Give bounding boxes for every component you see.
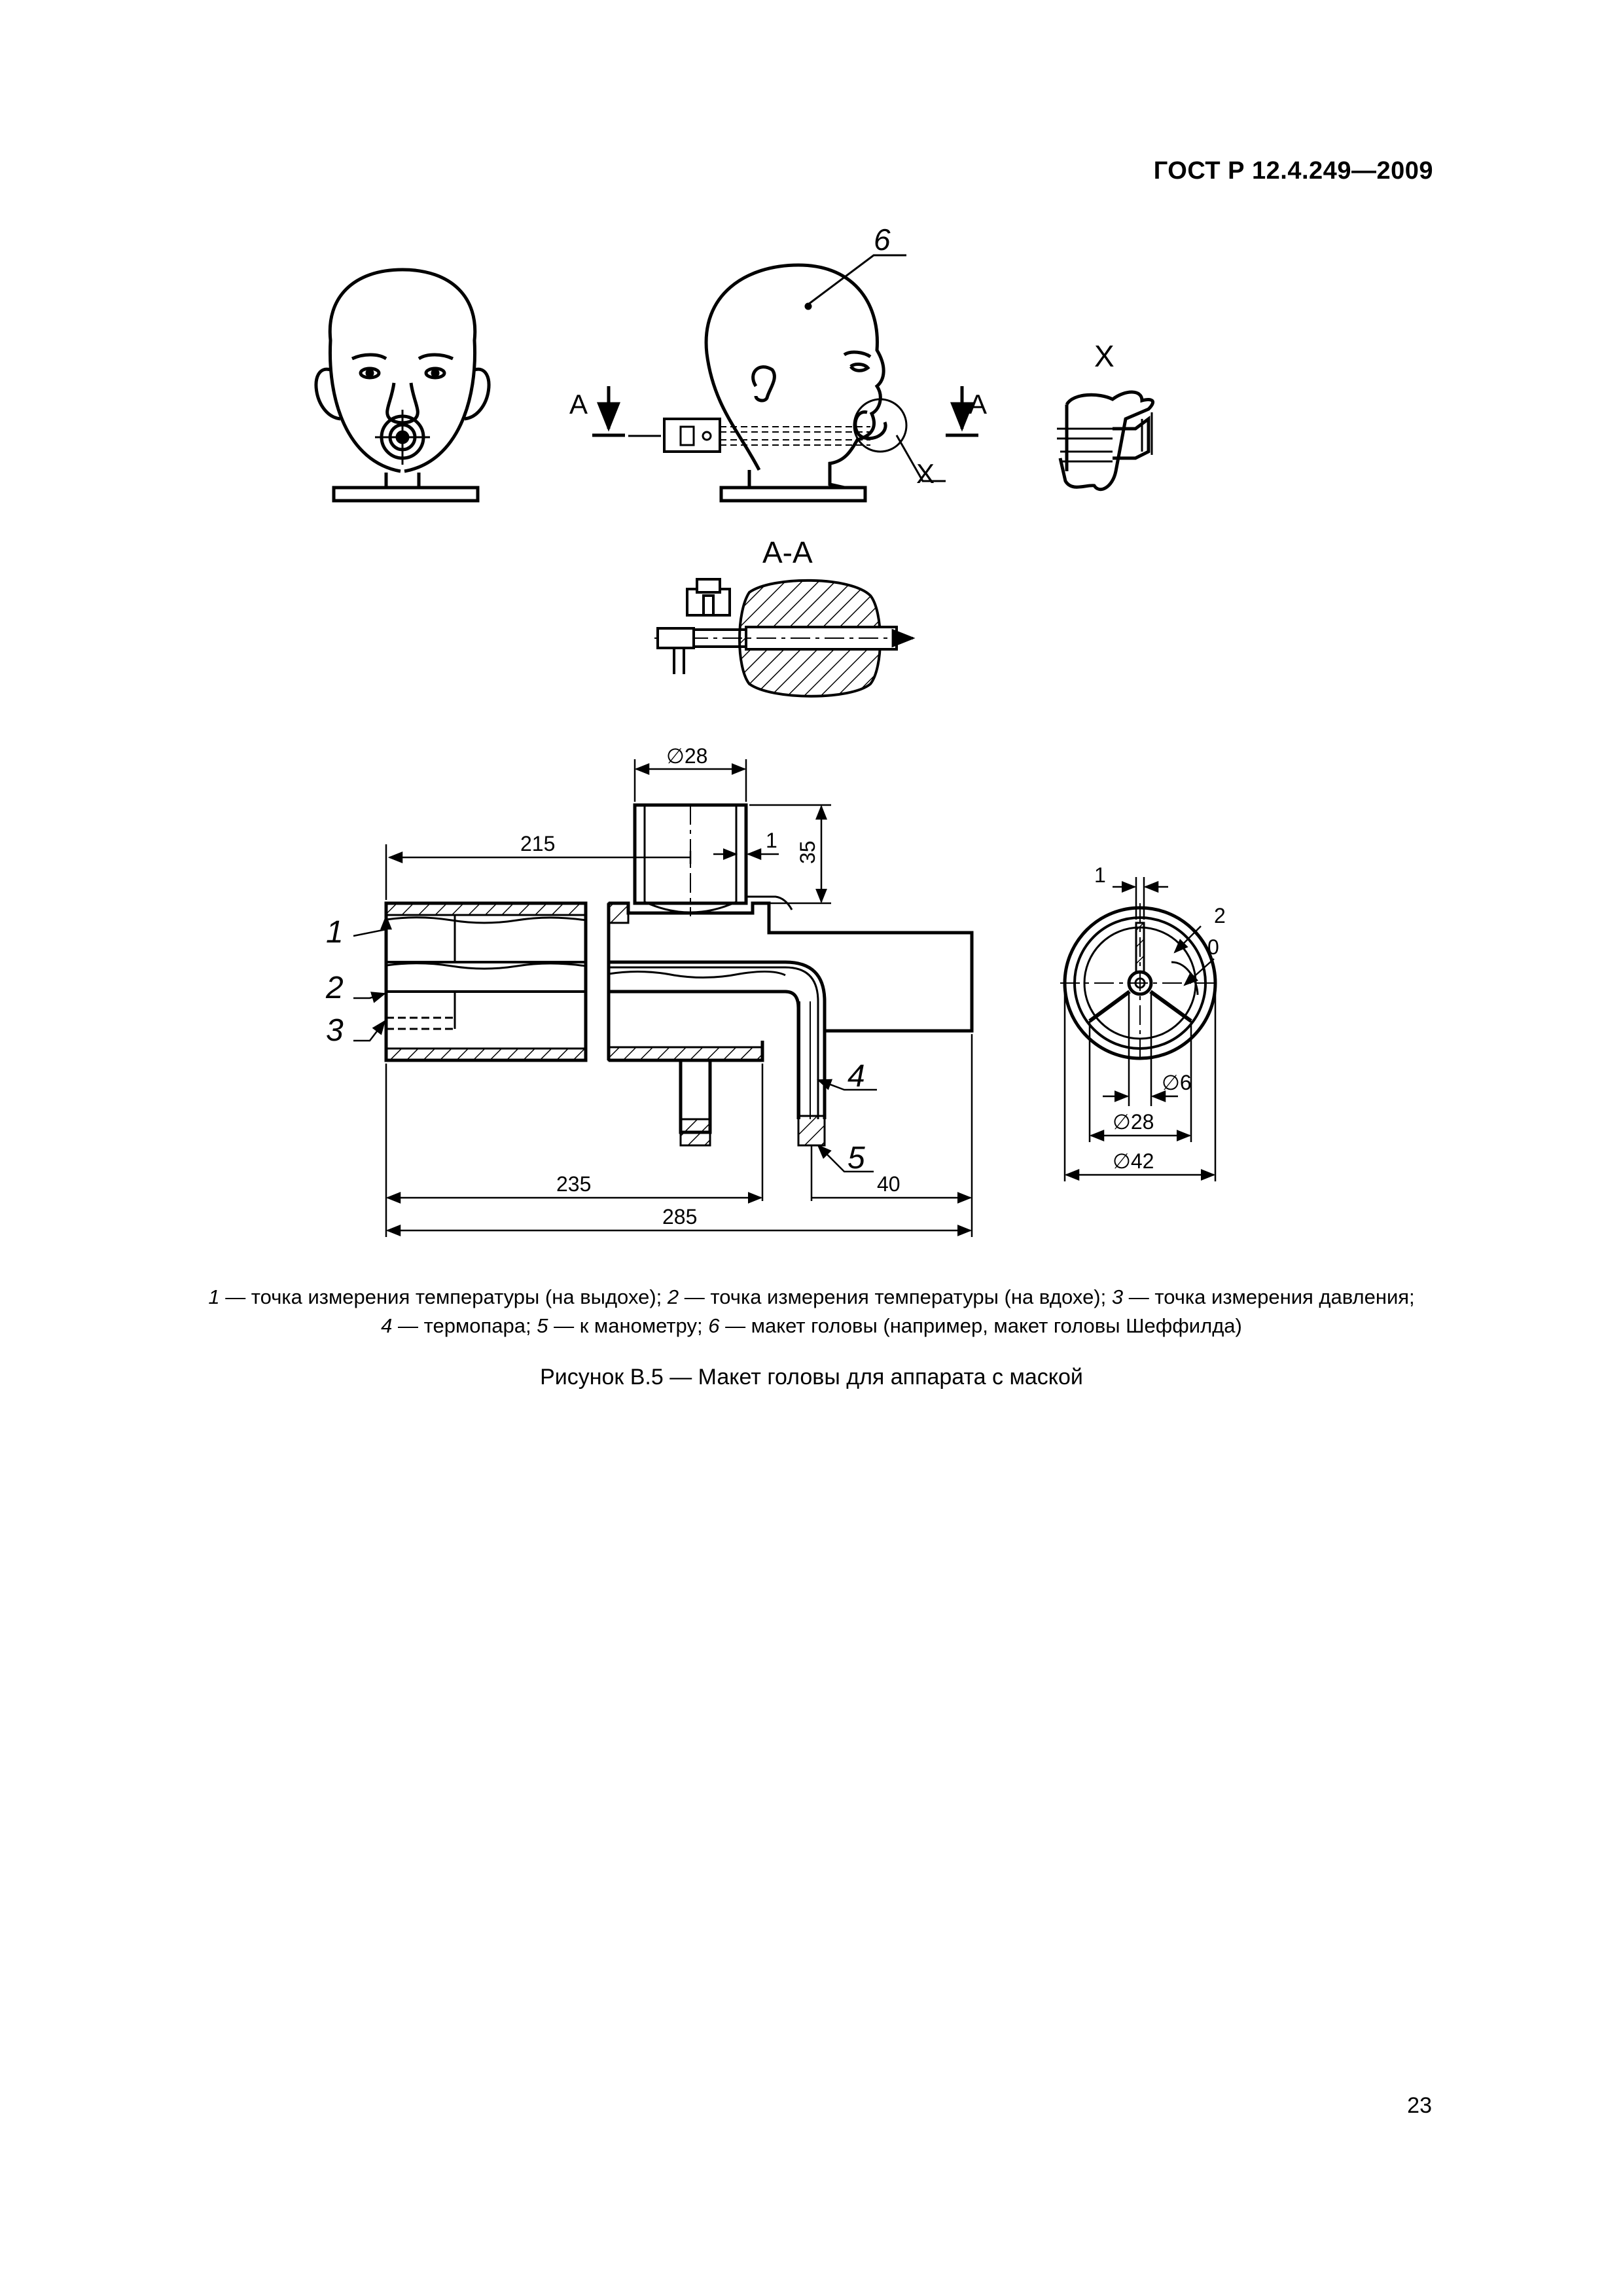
section-aa-view (654, 579, 916, 696)
dim-285: 285 (662, 1205, 698, 1229)
figure-legend (111, 1283, 1512, 1340)
end-dim-d28: ∅28 (1113, 1110, 1154, 1134)
legend-num-1: 1 (208, 1285, 220, 1308)
end-dim-d42: ∅42 (1113, 1149, 1154, 1173)
legend-text-5: — к манометру; (554, 1314, 703, 1337)
dim-wall-1: 1 (766, 829, 777, 852)
callout-4: 4 (847, 1059, 865, 1094)
callout-3: 3 (326, 1013, 344, 1048)
legend-text-2: — точка измерения температуры (на вдохе); (684, 1285, 1107, 1308)
legend-text-4: — термопара; (398, 1314, 531, 1337)
detail-callout: X (916, 458, 935, 489)
section-mark-left: А (569, 389, 588, 420)
section-label: А-А (762, 535, 813, 569)
end-dim-d6: ∅6 (1162, 1071, 1192, 1094)
end-dim-1: 1 (1094, 863, 1106, 887)
page-number: 23 (1407, 2093, 1432, 2118)
end-view-drawing (1060, 903, 1221, 1064)
section-mark-right: А (969, 389, 988, 420)
callout-6: 6 (874, 223, 891, 257)
detail-x-view (1057, 392, 1153, 490)
end-dim-0: 0 (1207, 935, 1219, 959)
dim-235: 235 (556, 1172, 592, 1196)
callout-2: 2 (326, 971, 344, 1005)
legend-num-5: 5 (537, 1314, 548, 1337)
callout-1: 1 (326, 915, 344, 950)
front-head-view (316, 270, 489, 501)
dim-215: 215 (520, 832, 556, 855)
end-dim-2: 2 (1214, 904, 1226, 927)
main-tube-dimensions (353, 759, 972, 1237)
legend-num-6: 6 (708, 1314, 720, 1337)
main-tube-drawing (386, 805, 972, 1145)
dim-top-diameter: ∅28 (666, 744, 708, 768)
legend-text-6: — макет головы (например, макет головы Шеффилда) (725, 1314, 1242, 1337)
callout-5: 5 (847, 1141, 865, 1175)
side-head-view (628, 265, 906, 501)
detail-label: X (1094, 339, 1115, 373)
figure-caption: Рисунок В.5 — Макет головы для аппарата с маской (540, 1365, 1083, 1390)
dim-40: 40 (877, 1172, 901, 1196)
legend-num-2: 2 (667, 1285, 679, 1308)
legend-num-4: 4 (381, 1314, 393, 1337)
legend-text-1: — точка измерения температуры (на выдохе); (225, 1285, 662, 1308)
legend-num-3: 3 (1111, 1285, 1124, 1308)
dim-35: 35 (796, 840, 819, 864)
standard-code: ГОСТ Р 12.4.249—2009 (1153, 157, 1433, 185)
legend-text-3: — точка измерения давления; (1128, 1285, 1415, 1308)
